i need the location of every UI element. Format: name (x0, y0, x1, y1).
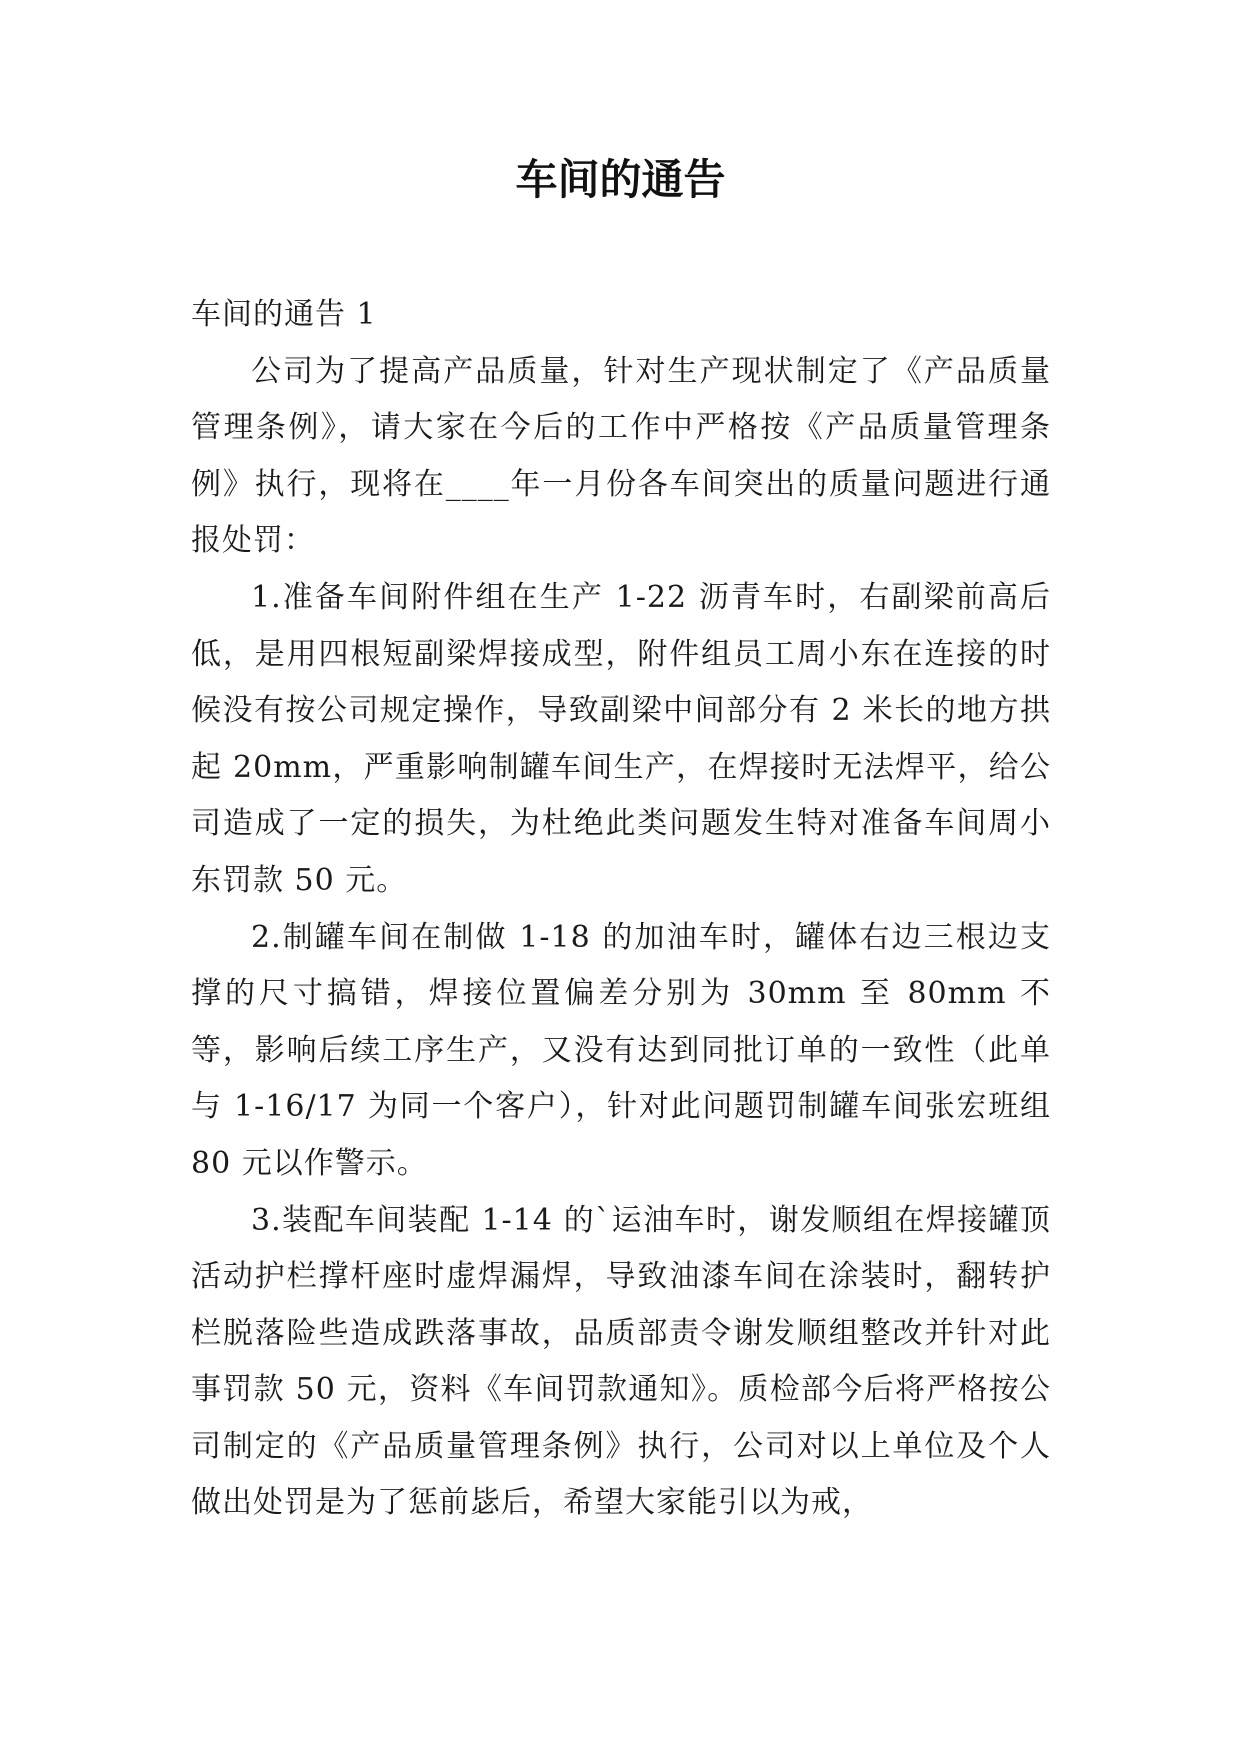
document-body (191, 287, 1051, 1532)
paragraph-item-2: 2.制罐车间在制做 1-18 的加油车时，罐体右边三根边支撑的尺寸搞错，焊接位置偏差分别为 30mm 至 80mm 不等，影响后续工序生产，又没有达到同批订单的一致性（此单与 1-16/17 为同一个客户），针对此问题罚制罐车间张宏班组 80 元以作警示。 (191, 919, 1051, 1181)
paragraph-item-3: 3.装配车间装配 1-14 的`运油车时，谢发顺组在焊接罐顶活动护栏撑杆座时虚焊漏焊，导致油漆车间在涂装时，翻转护栏脱落险些造成跌落事故，品质部责令谢发顺组整改并针对此事罚款 50 元，资料《车间罚款通知》。质检部今后将严格按公司制定的《产品质量管理条例》执行，公司对以上单位及个人做出处罚是为了惩前毖后，希望大家能引以为戒， (191, 1202, 1051, 1521)
paragraph-item-1: 1.准备车间附件组在生产 1-22 沥青车时，右副梁前高后低，是用四根短副梁焊接成型，附件组员工周小东在连接的时候没有按公司规定操作，导致副梁中间部分有 2 米长的地方拱起 20mm，严重影响制罐车间生产，在焊接时无法焊平，给公司造成了一定的损失，为杜绝此类问题发生特对准备车间周小东罚款 50 元。 (191, 579, 1051, 898)
paragraph-intro: 公司为了提高产品质量，针对生产现状制定了《产品质量管理条例》，请大家在今后的工作中严格按《产品质量管理条例》执行，现将在____年一月份各车间突出的质量问题进行通报处罚： (191, 353, 1051, 559)
section-heading: 车间的通告 1 (191, 297, 377, 332)
document-title: 车间的通告 (515, 155, 726, 204)
